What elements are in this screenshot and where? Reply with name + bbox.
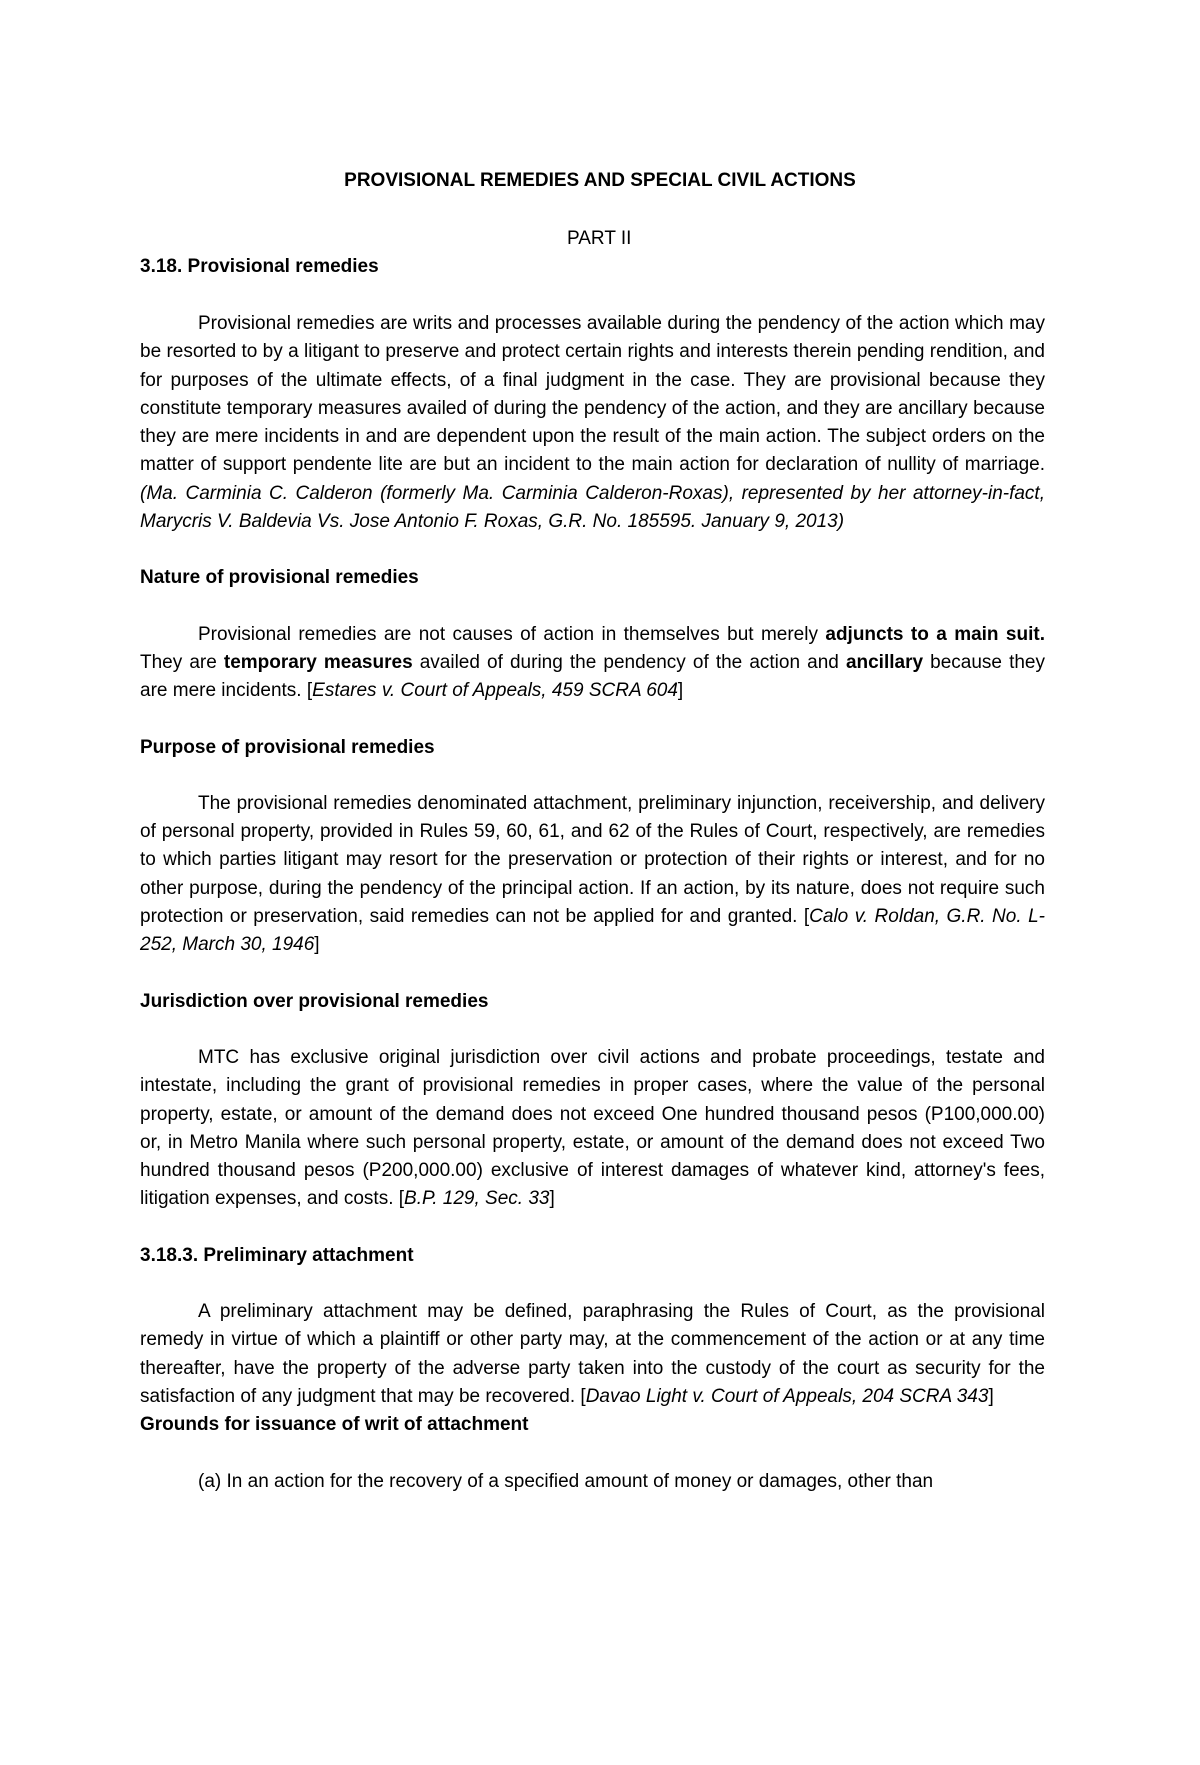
attachment-heading: 3.18.3. Preliminary attachment bbox=[140, 1244, 414, 1266]
intro-paragraph bbox=[140, 310, 1045, 536]
nature-close-bracket: ] bbox=[677, 680, 684, 702]
nature-heading: Nature of provisional remedies bbox=[140, 567, 419, 589]
jurisdiction-citation: B.P. 129, Sec. 33 bbox=[404, 1188, 550, 1210]
attachment-citation: Davao Light v. Court of Appeals, 204 SCRA 343 bbox=[585, 1385, 989, 1407]
jurisdiction-text: MTC has exclusive original jurisdiction over civil actions and probate proceedings, testate and intestate, including the grant of provisional remedies in proper cases, where the value of the personal property, estate, or amount of the demand does not exceed One hundred thousand pesos (P100,000.00) or, in Metro Manila where such personal property, estate, or amount of the demand does not exceed Two hundred thousand pesos (P200,000.00) exclusive of interest damages of whatever kind, attorney's fees, litigation expenses, and costs. [ bbox=[140, 1046, 1045, 1210]
nature-citation: Estares v. Court of Appeals, 459 SCRA 604 bbox=[312, 680, 678, 702]
nature-paragraph bbox=[140, 621, 1045, 706]
document-body bbox=[140, 310, 1045, 1524]
nature-bold-1: adjuncts to a main suit. bbox=[825, 623, 1045, 645]
attachment-paragraph bbox=[140, 1298, 1045, 1411]
intro-citation: (Ma. Carminia C. Calderon (formerly Ma. Carminia Calderon-Roxas), represented by her attorney-in-fact, Marycris V. Baldevia Vs. Jose Antonio F. Roxas, G.R. No. 185595. January 9, 2013) bbox=[140, 482, 1045, 533]
purpose-heading: Purpose of provisional remedies bbox=[140, 736, 435, 758]
intro-text: Provisional remedies are writs and processes available during the pendency of the action which may be resorted to by a litigant to preserve and protect certain rights and interests therein pending rendition, and for purposes of the ultimate effects, of a final judgment in the case. They are provisional because they constitute temporary measures availed of during the pendency of the action, and they are ancillary because they are mere incidents in and are dependent upon the result of the main action. The subject orders on the matter of support pendente lite are but an incident to the main action for declaration of nullity of marriage. bbox=[140, 313, 1045, 476]
section-heading: 3.18. Provisional remedies bbox=[140, 256, 379, 277]
purpose-close-bracket: ] bbox=[314, 934, 320, 956]
purpose-paragraph bbox=[140, 790, 1045, 960]
nature-bold-3: ancillary bbox=[845, 651, 924, 673]
nature-text-2: They are bbox=[140, 651, 224, 673]
purpose-text: The provisional remedies denominated attachment, preliminary injunction, receivership, and delivery of personal property, provided in Rules 59, 60, 61, and 62 of the Rules of Court, respectively, are remedies to which parties litigant may resort for the preservation or protection of their rights or interest, and for no other purpose, during the pendency of the principal action. If an action, by its nature, does not require such protection or preservation, said remedies can not be applied for and granted. [ bbox=[140, 792, 1045, 928]
part-label: PART II bbox=[567, 228, 632, 249]
purpose-citation: Calo v. Roldan, G.R. No. L-252, March 30, 1946 bbox=[140, 906, 1045, 956]
nature-bold-2: temporary measures bbox=[223, 651, 413, 673]
nature-text-1: Provisional remedies are not causes of action in themselves but merely bbox=[198, 623, 826, 645]
nature-text-3: availed of during the pendency of the action and bbox=[412, 651, 846, 673]
attachment-close-bracket: ] bbox=[988, 1385, 994, 1407]
jurisdiction-heading: Jurisdiction over provisional remedies bbox=[140, 990, 489, 1012]
nature-text-4: because they are mere incidents. [ bbox=[140, 651, 1045, 702]
grounds-heading: Grounds for issuance of writ of attachment bbox=[140, 1414, 529, 1436]
attachment-text: A preliminary attachment may be defined, paraphrasing the Rules of Court, as the provisional remedy in virtue of which a plaintiff or other party may, at the commencement of the action or at any time thereafter, have the property of the adverse party taken into the custody of the court as security for the satisfaction of any judgment that may be recovered. [ bbox=[140, 1301, 1045, 1407]
jurisdiction-close-bracket: ] bbox=[549, 1188, 555, 1210]
jurisdiction-paragraph bbox=[140, 1044, 1045, 1214]
document-title: PROVISIONAL REMEDIES AND SPECIAL CIVIL ACTIONS bbox=[344, 170, 856, 191]
grounds-item-a: (a) In an action for the recovery of a specified amount of money or damages, other than bbox=[198, 1470, 934, 1492]
